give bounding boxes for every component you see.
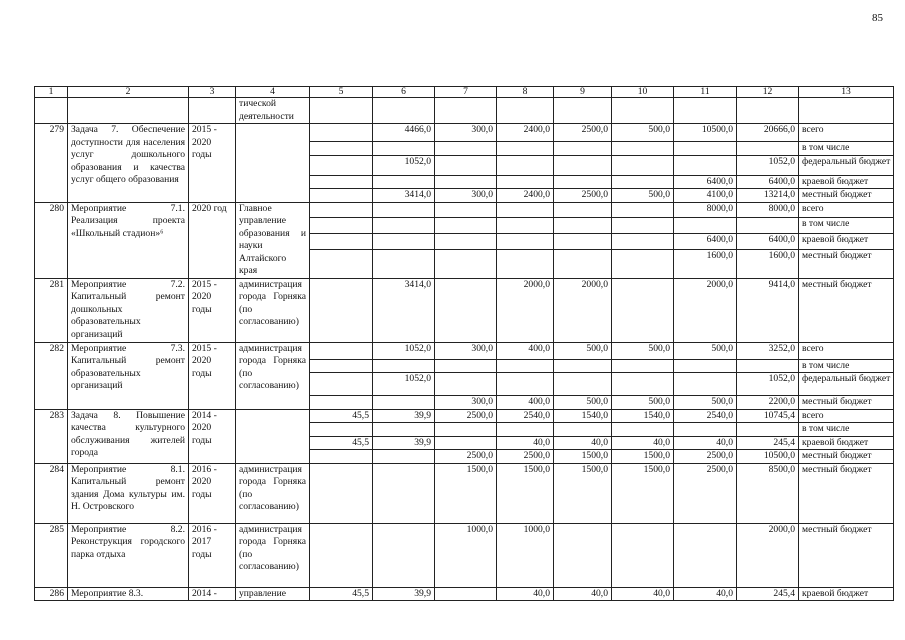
amount-cell: 13214,0	[737, 189, 799, 203]
amount-cell: 1540,0	[612, 409, 674, 423]
amount-cell	[554, 523, 612, 587]
amount-cell: 6400,0	[674, 234, 737, 250]
period-cell: 2014 - 2020 годы	[189, 409, 236, 463]
amount-cell: 8000,0	[737, 202, 799, 218]
amount-cell	[554, 202, 612, 218]
amount-cell: 300,0	[435, 396, 497, 410]
measure-name-cell: Задача 8. Повышение качества культурного обслуживания жителей города	[68, 409, 189, 463]
funding-source-cell: краевой бюджет	[799, 436, 894, 450]
table-row	[35, 463, 894, 523]
header-cell: 4	[236, 87, 310, 98]
header-cell: 9	[554, 87, 612, 98]
amount-cell	[554, 373, 612, 396]
period-cell: 2020 год	[189, 202, 236, 278]
amount-cell	[497, 373, 554, 396]
amount-cell	[310, 124, 373, 142]
amount-cell	[310, 373, 373, 396]
table-row	[35, 124, 894, 142]
amount-cell	[373, 396, 435, 410]
amount-cell	[497, 250, 554, 278]
funding-source-cell: всего	[799, 342, 894, 359]
funding-source-cell: всего	[799, 124, 894, 142]
amount-cell	[554, 155, 612, 175]
amount-cell: 6400,0	[737, 175, 799, 189]
amount-cell	[497, 359, 554, 373]
amount-cell	[373, 142, 435, 156]
header-row	[35, 87, 894, 98]
header-cell: 1	[35, 87, 68, 98]
amount-cell: 39,9	[373, 587, 435, 601]
table-row	[35, 587, 894, 601]
amount-cell: 500,0	[612, 396, 674, 410]
amount-cell	[435, 155, 497, 175]
amount-cell	[310, 523, 373, 587]
executor-cell: управление	[236, 587, 310, 601]
amount-cell	[373, 175, 435, 189]
amount-cell	[310, 423, 373, 437]
measure-name-cell: Мероприятие 7.3. Капитальный ремонт образовательных организаций	[68, 342, 189, 409]
amount-cell	[310, 155, 373, 175]
funding-source-cell: краевой бюджет	[799, 587, 894, 601]
amount-cell	[737, 218, 799, 234]
funding-source-cell: в том числе	[799, 142, 894, 156]
row-number-cell: 282	[35, 342, 68, 409]
measure-name-cell: Мероприятие 7.2. Капитальный ремонт дошкольных образовательных организаций	[68, 278, 189, 342]
amount-cell	[310, 359, 373, 373]
amount-cell: 40,0	[612, 436, 674, 450]
funding-source-cell: в том числе	[799, 218, 894, 234]
amount-cell	[554, 218, 612, 234]
page-number: 85	[872, 12, 883, 24]
amount-cell: 8500,0	[737, 463, 799, 523]
amount-cell: 245,4	[737, 587, 799, 601]
amount-cell	[435, 359, 497, 373]
amount-cell: 1500,0	[497, 463, 554, 523]
amount-cell: 1500,0	[554, 463, 612, 523]
measure-name-cell: Задача 7. Обеспечение доступности для населения услуг дошкольного образования и качества услуг общего образования	[68, 124, 189, 203]
period-cell: 2016 - 2017 годы	[189, 523, 236, 587]
row-number-cell: 286	[35, 587, 68, 601]
amount-cell	[674, 373, 737, 396]
amount-cell: 500,0	[612, 189, 674, 203]
amount-cell	[554, 423, 612, 437]
amount-cell	[497, 142, 554, 156]
table-body	[35, 87, 894, 601]
amount-cell: 2540,0	[674, 409, 737, 423]
amount-cell: 1500,0	[612, 450, 674, 464]
amount-cell: 10500,0	[737, 450, 799, 464]
amount-cell	[737, 142, 799, 156]
funding-source-cell: местный бюджет	[799, 396, 894, 410]
amount-cell	[737, 359, 799, 373]
amount-cell: 2500,0	[554, 124, 612, 142]
amount-cell	[310, 175, 373, 189]
executor-cell: администрация города Горняка (по согласованию)	[236, 342, 310, 409]
amount-cell: 1500,0	[554, 450, 612, 464]
amount-cell: 1052,0	[373, 155, 435, 175]
amount-cell: 300,0	[435, 342, 497, 359]
amount-cell: 2540,0	[497, 409, 554, 423]
amount-cell	[373, 423, 435, 437]
amount-cell	[435, 250, 497, 278]
funding-source-cell: местный бюджет	[799, 250, 894, 278]
amount-cell	[310, 218, 373, 234]
amount-cell	[310, 342, 373, 359]
amount-cell	[373, 450, 435, 464]
amount-cell	[497, 423, 554, 437]
amount-cell	[674, 142, 737, 156]
header-cell: 7	[435, 87, 497, 98]
amount-cell	[737, 423, 799, 437]
amount-cell	[612, 278, 674, 342]
amount-cell	[674, 218, 737, 234]
amount-cell: 40,0	[554, 587, 612, 601]
amount-cell	[310, 189, 373, 203]
header-cell: 5	[310, 87, 373, 98]
amount-cell	[310, 142, 373, 156]
funding-source-cell: местный бюджет	[799, 278, 894, 342]
amount-cell	[435, 278, 497, 342]
amount-cell: 1600,0	[674, 250, 737, 278]
amount-cell: 2500,0	[435, 409, 497, 423]
amount-cell	[310, 278, 373, 342]
amount-cell	[554, 359, 612, 373]
amount-cell: 500,0	[554, 342, 612, 359]
continuation-row	[35, 98, 894, 124]
amount-cell	[674, 523, 737, 587]
amount-cell	[612, 373, 674, 396]
amount-cell	[497, 218, 554, 234]
amount-cell: 1500,0	[435, 463, 497, 523]
measure-name-cell: Мероприятие 7.1. Реализация проекта «Школьный стадион»⁶	[68, 202, 189, 278]
amount-cell: 45,5	[310, 409, 373, 423]
amount-cell	[435, 218, 497, 234]
amount-cell: 2500,0	[674, 463, 737, 523]
amount-cell: 2500,0	[674, 450, 737, 464]
amount-cell: 2000,0	[497, 278, 554, 342]
amount-cell: 2500,0	[554, 189, 612, 203]
amount-cell: 2000,0	[674, 278, 737, 342]
row-number-cell: 279	[35, 124, 68, 203]
measure-name-cell: Мероприятие 8.2. Реконструкция городского парка отдыха	[68, 523, 189, 587]
header-cell: 8	[497, 87, 554, 98]
amount-cell	[310, 396, 373, 410]
amount-cell: 40,0	[497, 587, 554, 601]
amount-cell: 40,0	[674, 436, 737, 450]
amount-cell	[435, 436, 497, 450]
funding-source-cell: федеральный бюджет	[799, 155, 894, 175]
amount-cell: 2400,0	[497, 189, 554, 203]
executor-cell: администрация города Горняка (по согласованию)	[236, 463, 310, 523]
executor-cell	[236, 124, 310, 203]
period-cell: 2015 - 2020 годы	[189, 124, 236, 203]
funding-source-cell: местный бюджет	[799, 450, 894, 464]
amount-cell	[310, 234, 373, 250]
amount-cell: 40,0	[497, 436, 554, 450]
amount-cell	[612, 175, 674, 189]
amount-cell	[435, 234, 497, 250]
table-row	[35, 202, 894, 218]
period-cell: 2014 -	[189, 587, 236, 601]
header-cell: 13	[799, 87, 894, 98]
amount-cell: 2400,0	[497, 124, 554, 142]
row-number-cell: 280	[35, 202, 68, 278]
amount-cell: 1052,0	[373, 373, 435, 396]
amount-cell: 9414,0	[737, 278, 799, 342]
amount-cell	[373, 463, 435, 523]
funding-source-cell: в том числе	[799, 359, 894, 373]
funding-source-cell: краевой бюджет	[799, 234, 894, 250]
amount-cell	[373, 250, 435, 278]
amount-cell: 300,0	[435, 189, 497, 203]
amount-cell: 40,0	[612, 587, 674, 601]
row-number-cell: 281	[35, 278, 68, 342]
amount-cell: 39,9	[373, 409, 435, 423]
amount-cell: 1052,0	[737, 373, 799, 396]
amount-cell: 3414,0	[373, 278, 435, 342]
executor-cell: тической деятельности	[236, 98, 310, 124]
row-number-cell: 285	[35, 523, 68, 587]
amount-cell	[373, 523, 435, 587]
amount-cell: 4100,0	[674, 189, 737, 203]
table-row	[35, 278, 894, 342]
header-cell: 11	[674, 87, 737, 98]
amount-cell: 1000,0	[497, 523, 554, 587]
funding-source-cell: федеральный бюджет	[799, 373, 894, 396]
amount-cell: 2200,0	[737, 396, 799, 410]
amount-cell: 1600,0	[737, 250, 799, 278]
amount-cell	[435, 175, 497, 189]
amount-cell: 45,5	[310, 587, 373, 601]
funding-source-cell: местный бюджет	[799, 523, 894, 587]
header-cell: 6	[373, 87, 435, 98]
funding-source-cell: всего	[799, 409, 894, 423]
amount-cell	[554, 234, 612, 250]
table-row	[35, 523, 894, 587]
amount-cell: 2000,0	[737, 523, 799, 587]
amount-cell	[554, 175, 612, 189]
amount-cell	[310, 250, 373, 278]
executor-cell: администрация города Горняка (по согласованию)	[236, 523, 310, 587]
amount-cell	[497, 234, 554, 250]
amount-cell: 400,0	[497, 342, 554, 359]
table-row	[35, 409, 894, 423]
amount-cell: 500,0	[612, 342, 674, 359]
funding-source-cell: местный бюджет	[799, 189, 894, 203]
amount-cell	[310, 463, 373, 523]
amount-cell	[373, 202, 435, 218]
amount-cell	[612, 234, 674, 250]
amount-cell	[373, 234, 435, 250]
amount-cell	[435, 373, 497, 396]
amount-cell	[435, 202, 497, 218]
amount-cell	[435, 587, 497, 601]
amount-cell: 8000,0	[674, 202, 737, 218]
amount-cell	[310, 450, 373, 464]
amount-cell: 6400,0	[737, 234, 799, 250]
amount-cell	[435, 423, 497, 437]
amount-cell	[674, 423, 737, 437]
amount-cell: 3252,0	[737, 342, 799, 359]
budget-table	[34, 86, 894, 601]
amount-cell: 2000,0	[554, 278, 612, 342]
amount-cell: 1500,0	[612, 463, 674, 523]
header-cell: 12	[737, 87, 799, 98]
amount-cell: 500,0	[612, 124, 674, 142]
amount-cell	[612, 218, 674, 234]
executor-cell: администрация города Горняка (по согласованию)	[236, 278, 310, 342]
executor-cell: Главное управление образования и науки Алтайского края	[236, 202, 310, 278]
amount-cell	[497, 175, 554, 189]
period-cell: 2015 - 2020 годы	[189, 278, 236, 342]
amount-cell: 3414,0	[373, 189, 435, 203]
amount-cell: 500,0	[674, 342, 737, 359]
funding-source-cell: краевой бюджет	[799, 175, 894, 189]
row-number-cell: 283	[35, 409, 68, 463]
amount-cell	[373, 359, 435, 373]
amount-cell	[612, 155, 674, 175]
header-cell: 2	[68, 87, 189, 98]
amount-cell	[373, 218, 435, 234]
amount-cell	[554, 142, 612, 156]
amount-cell	[612, 250, 674, 278]
amount-cell	[612, 523, 674, 587]
amount-cell: 6400,0	[674, 175, 737, 189]
amount-cell: 10500,0	[674, 124, 737, 142]
amount-cell: 40,0	[674, 587, 737, 601]
executor-cell	[236, 409, 310, 463]
period-cell: 2015 - 2020 годы	[189, 342, 236, 409]
amount-cell: 39,9	[373, 436, 435, 450]
funding-source-cell: в том числе	[799, 423, 894, 437]
amount-cell: 2500,0	[435, 450, 497, 464]
amount-cell	[612, 202, 674, 218]
amount-cell: 40,0	[554, 436, 612, 450]
amount-cell: 45,5	[310, 436, 373, 450]
amount-cell	[612, 423, 674, 437]
amount-cell	[497, 202, 554, 218]
amount-cell: 400,0	[497, 396, 554, 410]
table-row	[35, 342, 894, 359]
amount-cell: 300,0	[435, 124, 497, 142]
header-cell: 3	[189, 87, 236, 98]
amount-cell: 500,0	[554, 396, 612, 410]
amount-cell	[497, 155, 554, 175]
header-cell: 10	[612, 87, 674, 98]
amount-cell: 2500,0	[497, 450, 554, 464]
amount-cell: 1000,0	[435, 523, 497, 587]
amount-cell: 10745,4	[737, 409, 799, 423]
amount-cell	[612, 359, 674, 373]
amount-cell: 1540,0	[554, 409, 612, 423]
amount-cell: 20666,0	[737, 124, 799, 142]
amount-cell: 500,0	[674, 396, 737, 410]
period-cell: 2016 - 2020 годы	[189, 463, 236, 523]
measure-name-cell: Мероприятие 8.3.	[68, 587, 189, 601]
funding-source-cell: местный бюджет	[799, 463, 894, 523]
amount-cell	[310, 202, 373, 218]
amount-cell: 245,4	[737, 436, 799, 450]
funding-source-cell: всего	[799, 202, 894, 218]
row-number-cell: 284	[35, 463, 68, 523]
amount-cell: 4466,0	[373, 124, 435, 142]
amount-cell	[674, 155, 737, 175]
amount-cell	[554, 250, 612, 278]
measure-name-cell: Мероприятие 8.1. Капитальный ремонт здания Дома культуры им. Н. Островского	[68, 463, 189, 523]
amount-cell	[674, 359, 737, 373]
amount-cell	[435, 142, 497, 156]
amount-cell: 1052,0	[737, 155, 799, 175]
amount-cell	[612, 142, 674, 156]
amount-cell: 1052,0	[373, 342, 435, 359]
